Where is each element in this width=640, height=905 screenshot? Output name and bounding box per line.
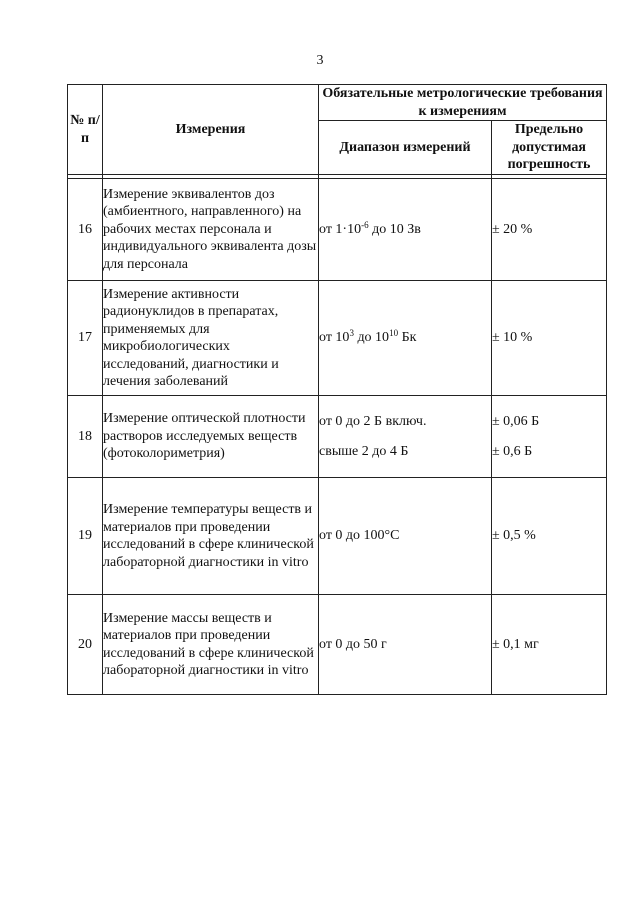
error-line-1: ± 0,06 Б bbox=[492, 413, 540, 429]
range-from-exponent: 3 bbox=[349, 328, 354, 339]
row-error: ± 0,5 % bbox=[492, 478, 607, 595]
header-requirements: Обязательные метрологические требования к измерениям bbox=[319, 85, 607, 121]
row-range: от 0 до 50 г bbox=[319, 595, 492, 695]
table-header-row bbox=[68, 85, 607, 121]
row-error: ± 10 % bbox=[492, 281, 607, 396]
row-error: ± 20 % bbox=[492, 179, 607, 281]
row-error: ± 0,1 мг bbox=[492, 595, 607, 695]
range-mid: до 10 bbox=[353, 330, 390, 346]
requirements-table bbox=[67, 84, 607, 695]
range-line-2: свыше 2 до 4 Б bbox=[319, 443, 409, 459]
table-row bbox=[68, 281, 607, 396]
table-row bbox=[68, 396, 607, 478]
table-row bbox=[68, 595, 607, 695]
header-error: Предельно допустимая погрешность bbox=[492, 121, 607, 175]
header-num: № п/п bbox=[68, 85, 103, 175]
row-number: 16 bbox=[68, 179, 103, 281]
page-number: 3 bbox=[316, 53, 324, 68]
table-row bbox=[68, 179, 607, 281]
row-range bbox=[319, 281, 492, 396]
range-from: от 10 bbox=[319, 330, 350, 346]
range-from: от 1·10 bbox=[319, 221, 362, 237]
row-number: 19 bbox=[68, 478, 103, 595]
range-mid-exponent: 10 bbox=[389, 328, 399, 339]
header-measurement: Измерения bbox=[103, 85, 319, 175]
range-from-exponent: -6 bbox=[361, 219, 369, 230]
row-measurement: Измерение активности радионуклидов в препаратах, применяемых для микробиологических исследований, диагностики и лечения заболеваний bbox=[103, 281, 319, 396]
error-line-2: ± 0,6 Б bbox=[492, 443, 533, 459]
range-to: Бк bbox=[398, 330, 417, 346]
row-measurement: Измерение эквивалентов доз (амбиентного, направленного) на рабочих местах персонала и индивидуального эквивалента дозы для персонала bbox=[103, 179, 319, 281]
row-measurement: Измерение массы веществ и материалов при проведении исследований в сфере клинической лабораторной диагностики in vitro bbox=[103, 595, 319, 695]
table-row bbox=[68, 478, 607, 595]
header-range: Диапазон измерений bbox=[319, 121, 492, 175]
row-range: от 0 до 100°С bbox=[319, 478, 492, 595]
range-line-1: от 0 до 2 Б включ. bbox=[319, 413, 427, 429]
row-number: 17 bbox=[68, 281, 103, 396]
row-measurement: Измерение оптической плотности растворов исследуемых веществ (фотоколориметрия) bbox=[103, 396, 319, 478]
row-error bbox=[492, 396, 607, 478]
row-range bbox=[319, 179, 492, 281]
row-number: 20 bbox=[68, 595, 103, 695]
range-to: до 10 Зв bbox=[368, 221, 421, 237]
row-measurement: Измерение температуры веществ и материалов при проведении исследований в сфере клинической лабораторной диагностики in vitro bbox=[103, 478, 319, 595]
row-range bbox=[319, 396, 492, 478]
row-number: 18 bbox=[68, 396, 103, 478]
